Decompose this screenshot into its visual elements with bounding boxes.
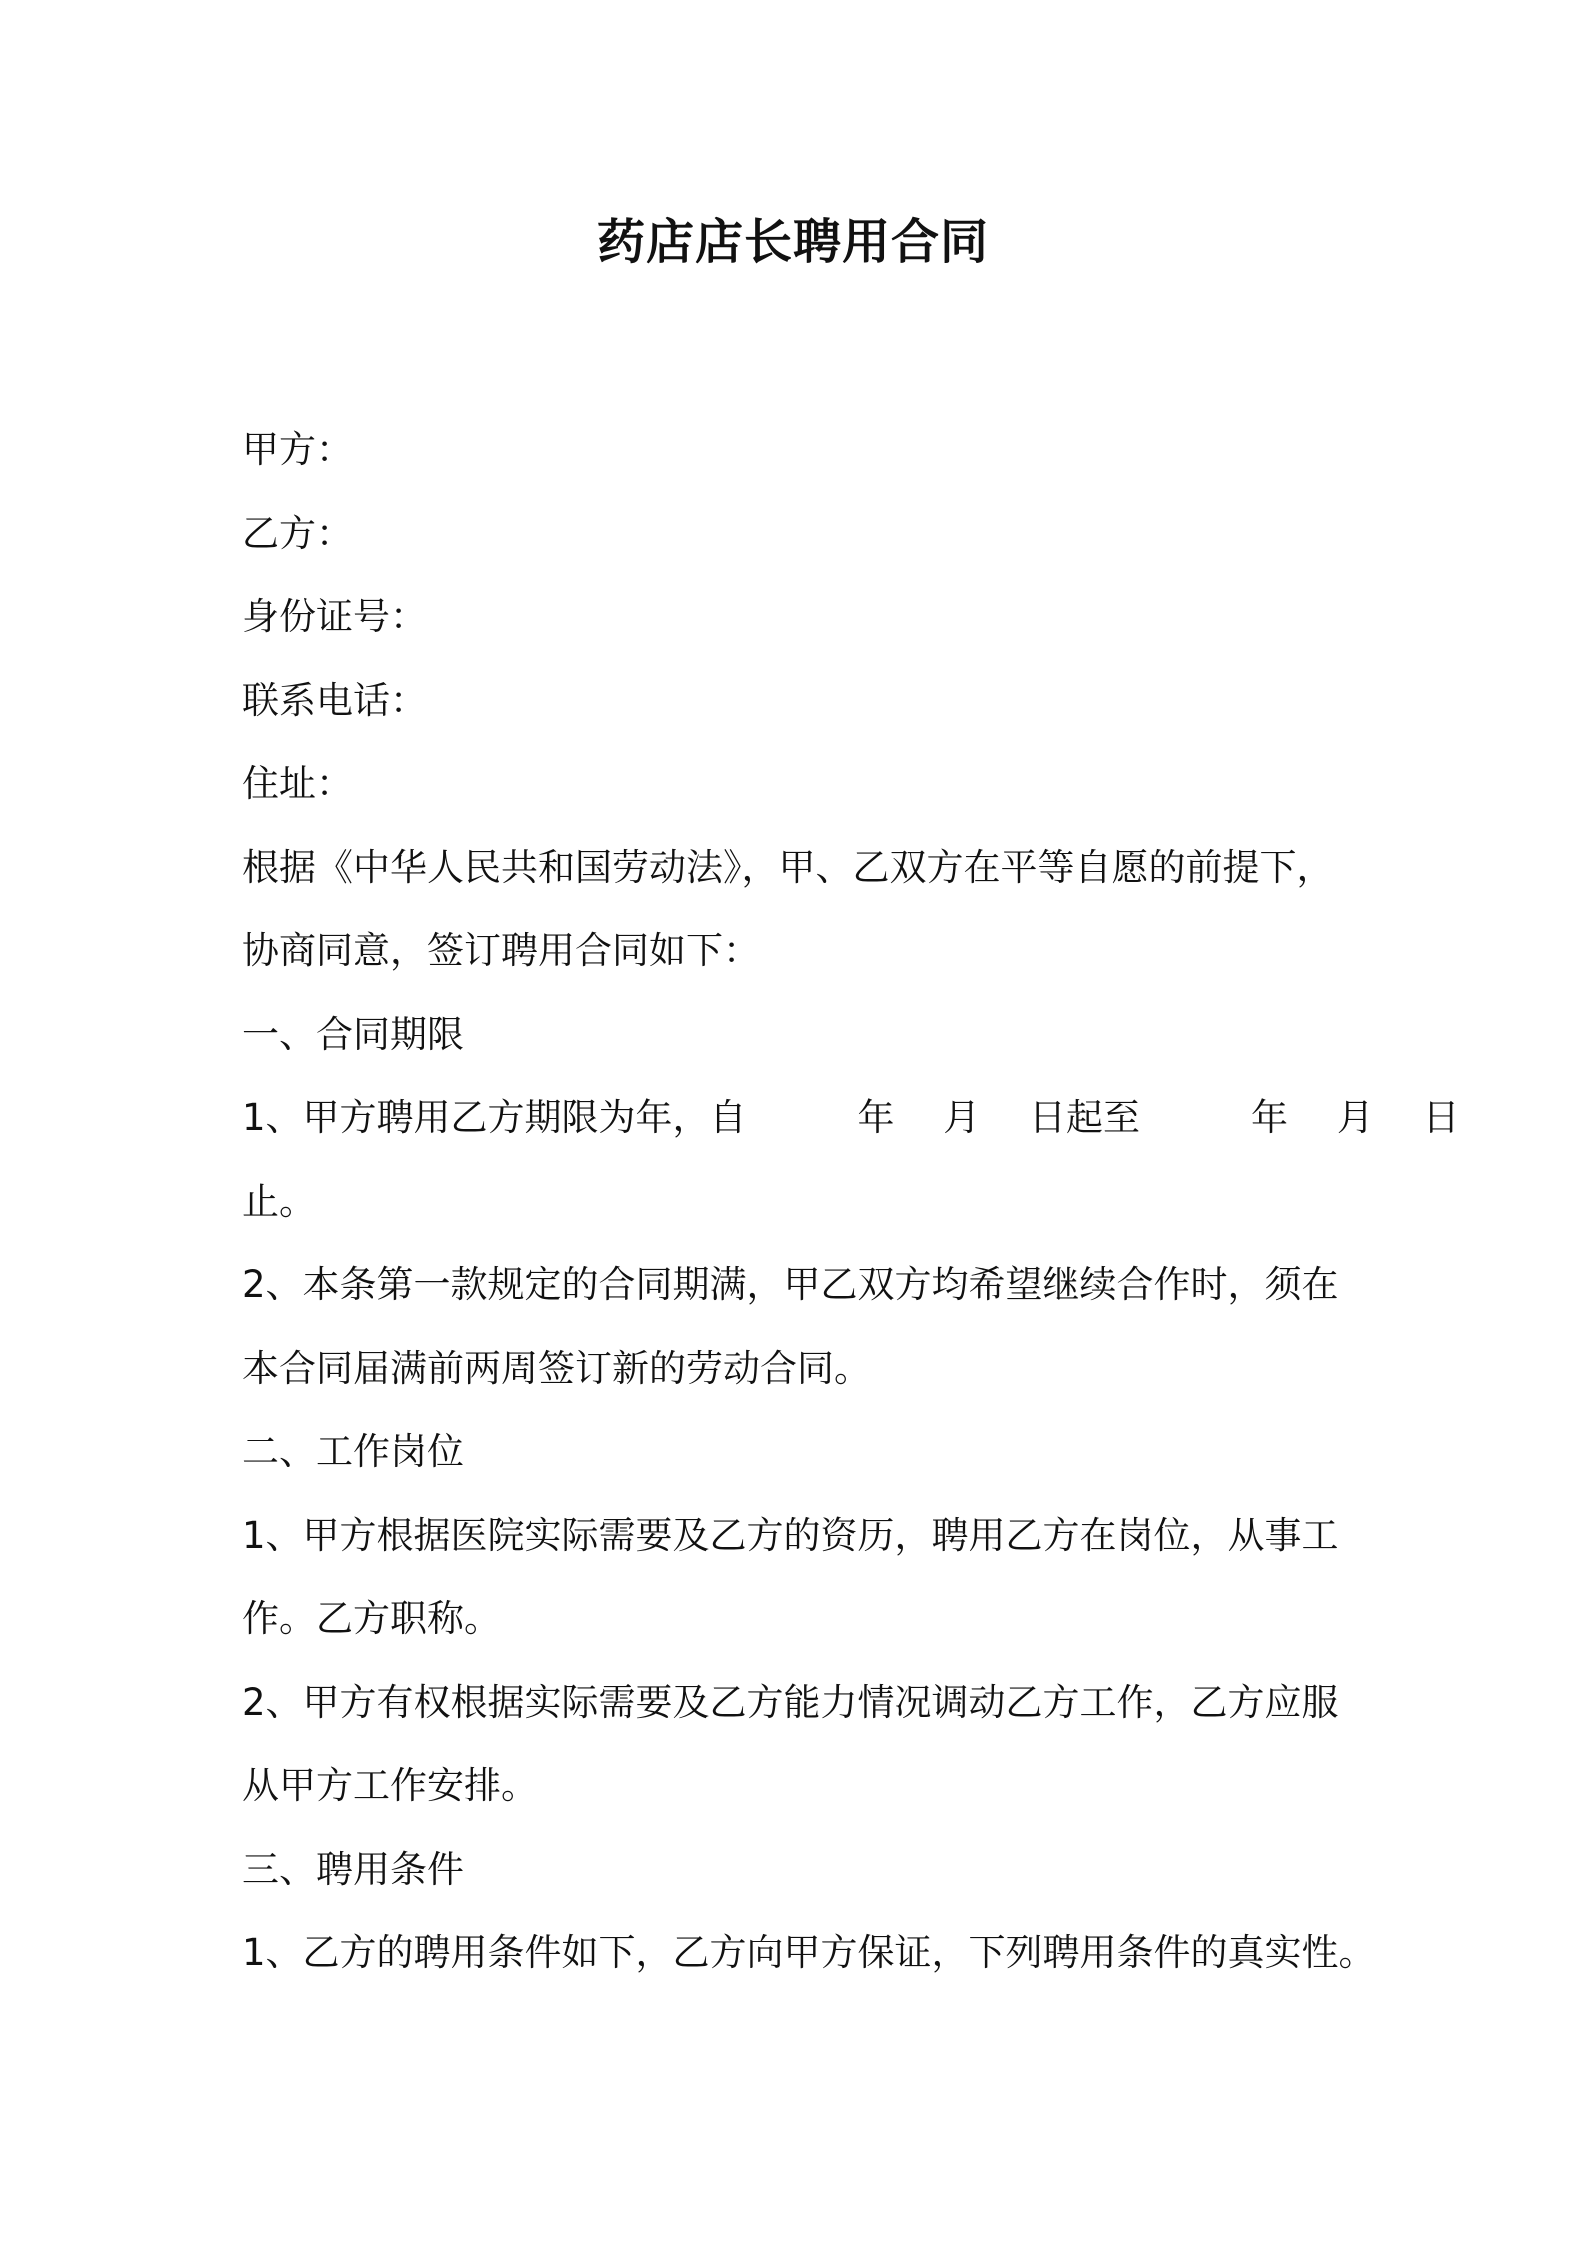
party-b-line: 乙方：: [242, 511, 353, 555]
clause-2-2-line-2: 从甲方工作安排。: [242, 1764, 538, 1807]
preamble-line-1: 根据《中华人民共和国劳动法》，甲、乙双方在平等自愿的前提下，: [242, 845, 1334, 889]
clause-3-1-line-1: 1、乙方的聘用条件如下，乙方向甲方保证，下列聘用条件的真实性。: [242, 1931, 1376, 1974]
party-a-line: 甲方：: [242, 428, 353, 471]
phone-line: 联系电话：: [242, 678, 427, 722]
section-heading-2: 二、工作岗位: [242, 1430, 464, 1473]
section-heading-3: 三、聘用条件: [242, 1847, 464, 1891]
address-line: 住址：: [242, 762, 353, 805]
clause-1-2-line-2: 本合同届满前两周签订新的劳动合同。: [242, 1346, 871, 1390]
id-number-line: 身份证号：: [242, 595, 427, 638]
clause-1-1-line-2: 止。: [242, 1179, 316, 1223]
clause-2-1-line-2: 作。乙方职称。: [242, 1597, 501, 1640]
preamble-line-2: 协商同意，签订聘用合同如下：: [242, 929, 760, 972]
section-heading-1: 一、合同期限: [242, 1012, 464, 1056]
clause-2-2-line-1: 2、甲方有权根据实际需要及乙方能力情况调动乙方工作，乙方应服: [242, 1680, 1339, 1724]
clause-1-2-line-1: 2、本条第一款规定的合同期满，甲乙双方均希望继续合作时，须在: [242, 1263, 1339, 1306]
clause-2-1-line-1: 1、甲方根据医院实际需要及乙方的资历，聘用乙方在岗位，从事工: [242, 1513, 1339, 1557]
clause-1-1-line-1: 1、甲方聘用乙方期限为年，自 年 月 日起至 年 月 日: [242, 1096, 1460, 1139]
document-body: [242, 408, 1460, 1995]
document-title: 药店店长聘用合同: [596, 214, 989, 270]
